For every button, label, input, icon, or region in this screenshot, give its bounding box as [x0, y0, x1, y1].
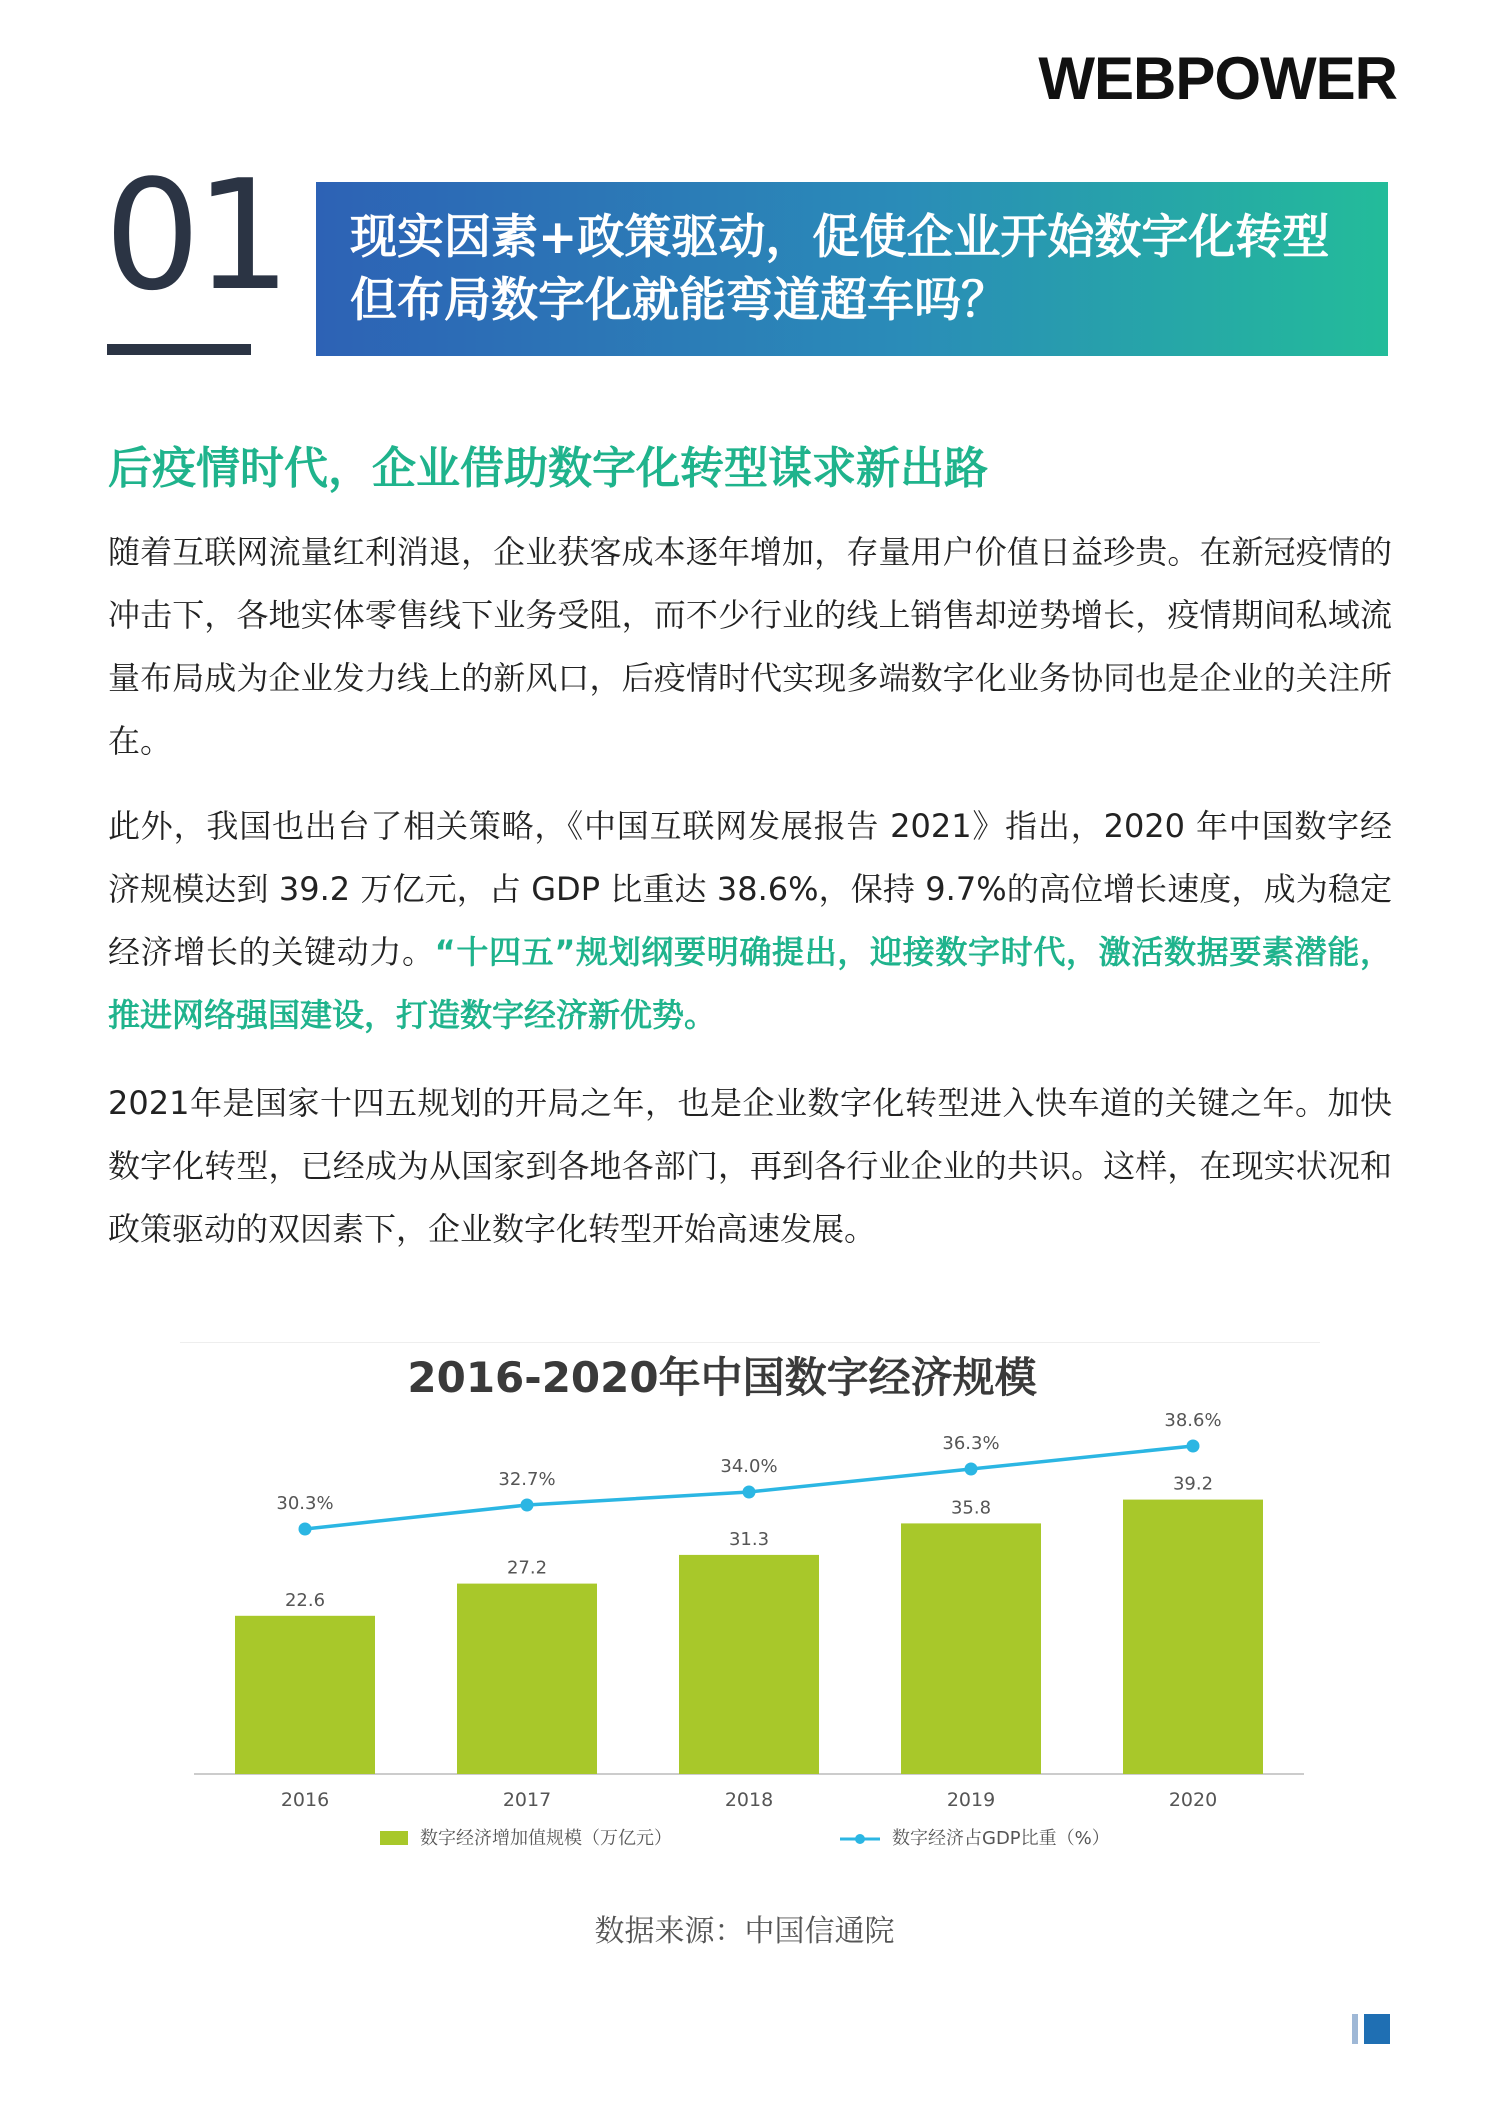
chapter-title-banner: [316, 182, 1388, 356]
share-label-2020: 38.6%: [1164, 1410, 1222, 1431]
chart-svg: [180, 1342, 1320, 1862]
paragraph-1: 随着互联网流量红利消退，企业获客成本逐年增加，存量用户价值日益珍贵。在新冠疫情的冲击下，各地实体零售线下业务受阻，而不少行业的线上销售却逆势增长，疫情期间私域流量布局成为企业发力线上的新风口，后疫情时代实现多端数字化业务协同也是企业的关注所在。: [108, 533, 1392, 760]
bar-label-2018: 31.3: [728, 1528, 770, 1550]
paragraph-3: 2021年是国家十四五规划的开局之年，也是企业数字化转型进入快车道的关键之年。加快数字化转型，已经成为从国家到各地各部门，再到各行业企业的共识。这样，在现实状况和政策驱动的双因素下，企业数字化转型开始高速发展。: [108, 1084, 1392, 1248]
x-tick-2017: 2017: [502, 1789, 552, 1811]
page-marker-bar-light: [1352, 2014, 1358, 2044]
share-point-2019: [965, 1463, 978, 1476]
bar-label-2016: 22.6: [284, 1589, 326, 1611]
data-source: 数据来源：中国信通院: [594, 1914, 895, 1949]
x-tick-2019: 2019: [946, 1789, 996, 1811]
share-point-2016: [299, 1523, 312, 1536]
chapter-underline: [107, 344, 251, 355]
chapter-title-line-1: 现实因素+政策驱动，促使企业开始数字化转型: [350, 210, 1330, 265]
share-label-2018: 34.0%: [720, 1456, 778, 1477]
share-label-2019: 36.3%: [942, 1433, 1000, 1454]
paragraph-2-highlight: “十四五”规划纲要明确提出，迎接数字时代，激活数据要素潜能，推进网络强国建设，打造数字经济新优势。: [108, 933, 1392, 1034]
page-marker-bar-dark: [1364, 2014, 1390, 2044]
bar-label-2019: 35.8: [950, 1497, 992, 1519]
share-point-2017: [521, 1499, 534, 1512]
chart-title: 2016-2020年中国数字经济规模: [407, 1353, 1037, 1402]
legend-bar-label: 数字经济增加值规模（万亿元）: [420, 1828, 672, 1849]
legend-line-label: 数字经济占GDP比重（%）: [892, 1828, 1110, 1849]
bar-2019: [901, 1523, 1041, 1774]
legend-bar-swatch: [380, 1831, 408, 1845]
bar-2017: [457, 1584, 597, 1774]
share-point-2020: [1187, 1440, 1200, 1453]
share-label-2017: 32.7%: [498, 1469, 556, 1490]
bar-label-2020: 39.2: [1172, 1473, 1214, 1495]
bar-2018: [679, 1555, 819, 1774]
chart: [180, 1342, 1320, 1862]
chapter-number: 01: [104, 147, 286, 324]
x-tick-2020: 2020: [1168, 1789, 1218, 1811]
bar-2020: [1123, 1500, 1263, 1774]
paragraph-2-text: 此外，我国也出台了相关策略，《中国互联网发展报告 2021》指出，2020 年中国数字经济规模达到 39.2 万亿元，占 GDP 比重达 38.6%，保持 9.7%的高位增长速度，成为稳定经济增长的关键动力。: [108, 807, 1392, 971]
webpower-logo: WEBPOWER: [1038, 45, 1397, 112]
legend-line-marker: [855, 1834, 865, 1844]
section-heading: 后疫情时代，企业借助数字化转型谋求新出路: [108, 443, 988, 494]
x-tick-2018: 2018: [724, 1789, 774, 1811]
share-point-2018: [743, 1486, 756, 1499]
chapter-title-line-2: 但布局数字化就能弯道超车吗？: [350, 273, 1008, 328]
paragraph-2: [108, 795, 1392, 1047]
bar-2016: [235, 1616, 375, 1774]
share-label-2016: 30.3%: [276, 1493, 334, 1514]
bar-label-2017: 27.2: [506, 1557, 548, 1579]
x-tick-2016: 2016: [280, 1789, 330, 1811]
